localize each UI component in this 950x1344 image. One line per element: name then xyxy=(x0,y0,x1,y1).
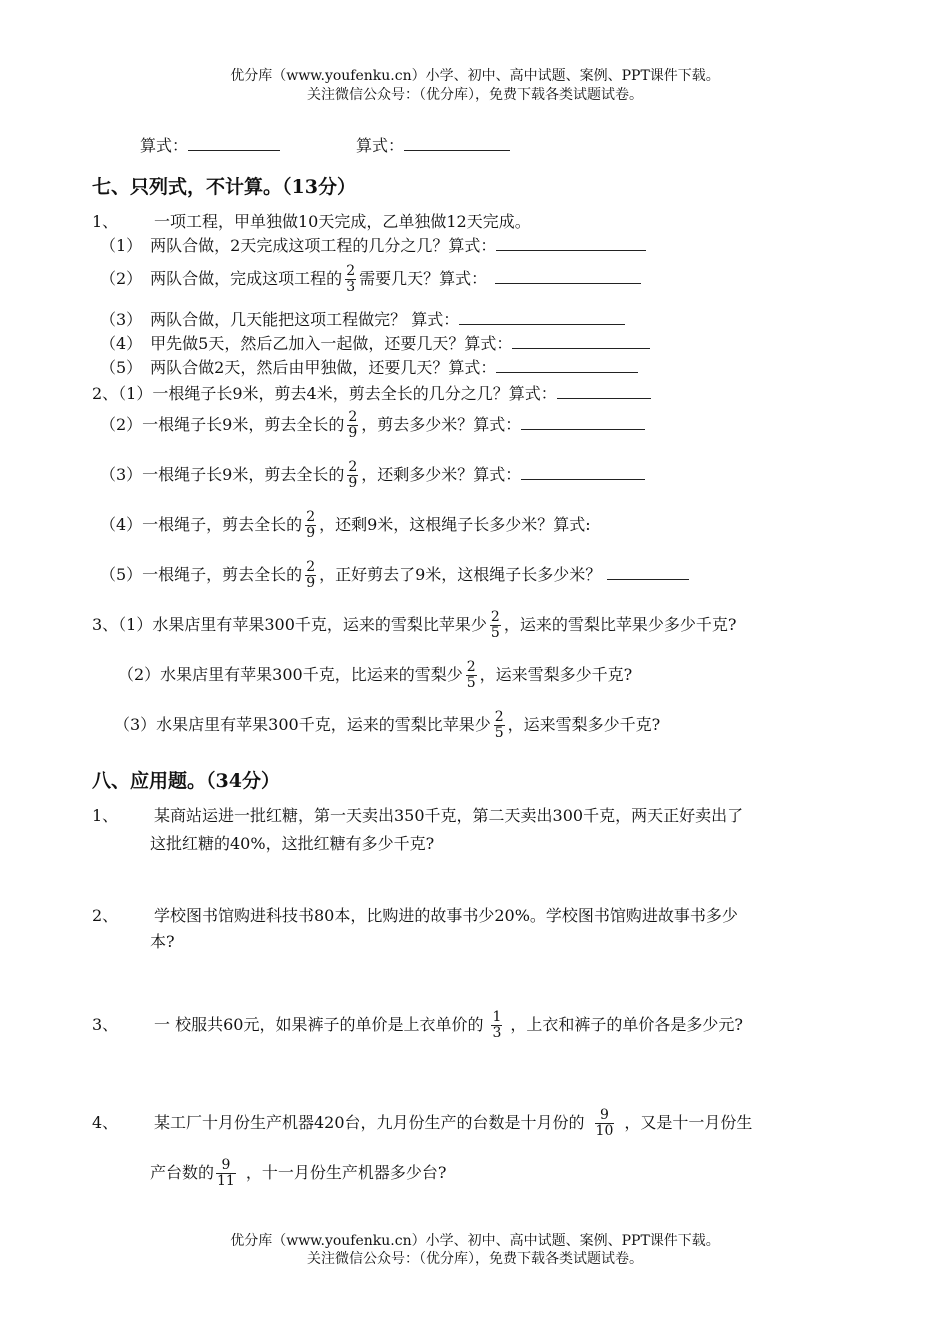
fraction-numerator: 2 xyxy=(346,263,356,279)
fraction-denominator: 5 xyxy=(466,675,476,691)
s7-q1-part2 xyxy=(100,264,641,295)
answer-blank[interactable] xyxy=(188,136,280,151)
s8-q2-line2: 本? xyxy=(150,932,175,951)
fraction xyxy=(595,1108,615,1139)
fraction-denominator: 9 xyxy=(348,425,358,441)
question-text: （4）一根绳子，剪去全长的 xyxy=(100,515,303,534)
question-number: 4、 xyxy=(92,1113,119,1132)
question-text: （3）水果店里有苹果300千克，运来的雪梨比苹果少 xyxy=(114,715,491,734)
fraction-numerator: 2 xyxy=(348,459,358,475)
question-text: （2） 两队合做，完成这项工程的 xyxy=(100,269,343,288)
answer-blank[interactable] xyxy=(557,384,651,399)
fraction-denominator: 10 xyxy=(595,1123,614,1139)
fraction xyxy=(305,510,316,541)
formula-line-b xyxy=(356,136,510,156)
s7-q2-part3 xyxy=(100,460,645,491)
question-text: ，还剩多少米？算式： xyxy=(361,465,522,484)
question-text: 某商站运进一批红糖，第一天卖出350千克，第二天卖出300千克，两天正好卖出了 xyxy=(154,806,744,825)
question-number: 2、 xyxy=(92,906,119,925)
s7-q2-part2 xyxy=(100,410,645,441)
question-text: ，十一月份生产机器多少台? xyxy=(245,1163,447,1182)
section-8-title: 八、应用题。（34分） xyxy=(92,770,280,792)
fraction-numerator: 2 xyxy=(306,559,316,575)
s7-q1-part4 xyxy=(100,334,650,354)
answer-blank[interactable] xyxy=(607,565,689,580)
fraction-numerator: 2 xyxy=(348,409,358,425)
fraction xyxy=(494,710,505,741)
fraction xyxy=(490,610,501,641)
s7-q1-part1 xyxy=(100,236,646,256)
footer-line-2: 关注微信公众号：（优分库），免费下载各类试题试卷。 xyxy=(307,1251,643,1267)
formula-label: 算式： xyxy=(356,136,405,155)
question-text: ，又是十一月份生 xyxy=(624,1113,753,1132)
answer-blank[interactable] xyxy=(512,334,650,349)
s7-q3-part3 xyxy=(114,710,660,741)
question-text: （5）一根绳子，剪去全长的 xyxy=(100,565,303,584)
answer-blank[interactable] xyxy=(496,236,646,251)
question-number: 1、 xyxy=(92,806,119,825)
question-text: 学校图书馆购进科技书80本，比购进的故事书少20%。学校图书馆购进故事书多少 xyxy=(154,906,738,925)
fraction-denominator: 3 xyxy=(492,1025,502,1041)
fraction-numerator: 2 xyxy=(490,609,500,625)
fraction-numerator: 9 xyxy=(600,1107,609,1123)
s7-q2-part4 xyxy=(100,510,591,541)
s7-q2-part5 xyxy=(100,560,689,591)
answer-blank[interactable] xyxy=(496,358,638,373)
fraction-denominator: 9 xyxy=(306,575,316,591)
fraction-denominator: 9 xyxy=(306,525,316,541)
question-text: （2）水果店里有苹果300千克，比运来的雪梨少 xyxy=(118,665,463,684)
fraction xyxy=(491,1010,502,1041)
formula-label: 算式： xyxy=(140,136,189,155)
question-number: 3、 xyxy=(92,1015,119,1034)
question-text: ，上衣和裤子的单价各是多少元? xyxy=(510,1015,743,1034)
answer-blank[interactable] xyxy=(521,415,645,430)
question-text: ，运来的雪梨比苹果少多少千克? xyxy=(503,615,737,634)
fraction xyxy=(466,660,477,691)
fraction-denominator: 5 xyxy=(490,625,500,641)
question-text: 需要几天？算式： xyxy=(359,269,488,288)
fraction xyxy=(345,264,356,295)
question-text: 2、（1）一根绳子长9米，剪去4米，剪去全长的几分之几？算式： xyxy=(92,384,557,403)
question-text: （2）一根绳子长9米，剪去全长的 xyxy=(100,415,345,434)
header-line-1: 优分库（www.youfenku.cn）小学、初中、高中试题、案例、PPT课件下载。 xyxy=(230,68,720,84)
answer-blank[interactable] xyxy=(495,269,641,284)
s7-q2-part1 xyxy=(92,384,651,404)
question-text: ，剪去多少米？算式： xyxy=(361,415,522,434)
s7-q1-stem xyxy=(92,212,531,232)
fraction xyxy=(305,560,316,591)
question-text: 一项工程，甲单独做10天完成，乙单独做12天完成。 xyxy=(154,212,531,231)
fraction-denominator: 5 xyxy=(494,725,504,741)
question-text: （3） 两队合做，几天能把这项工程做完？ 算式： xyxy=(100,310,460,329)
fraction xyxy=(347,460,358,491)
answer-blank[interactable] xyxy=(459,310,625,325)
fraction-numerator: 2 xyxy=(466,659,476,675)
question-text: （5） 两队合做2天，然后由甲独做，还要几天？算式： xyxy=(100,358,497,377)
question-text: （3）一根绳子长9米，剪去全长的 xyxy=(100,465,345,484)
s7-q3-part1 xyxy=(92,610,736,641)
question-text: ，还剩9米，这根绳子长多少米？算式: xyxy=(319,515,591,534)
answer-blank[interactable] xyxy=(521,465,645,480)
fraction xyxy=(347,410,358,441)
question-text: ，正好剪去了9米，这根绳子长多少米？ xyxy=(319,565,602,584)
s7-q1-part5 xyxy=(100,358,638,378)
s7-q3-part2 xyxy=(118,660,632,691)
fraction-denominator: 11 xyxy=(217,1173,235,1189)
question-text: ，运来雪梨多少千克? xyxy=(479,665,633,684)
fraction-numerator: 9 xyxy=(221,1157,231,1173)
answer-blank[interactable] xyxy=(404,136,510,151)
question-text: ，运来雪梨多少千克? xyxy=(507,715,661,734)
section-7-title: 七、只列式，不计算。（13分） xyxy=(92,176,356,198)
s8-q1 xyxy=(92,806,743,826)
s7-q1-part3 xyxy=(100,310,625,330)
footer-line-1: 优分库（www.youfenku.cn）小学、初中、高中试题、案例、PPT课件下载。 xyxy=(230,1233,720,1249)
s8-q4 xyxy=(92,1108,752,1139)
s8-q3 xyxy=(92,1010,743,1041)
fraction-numerator: 2 xyxy=(306,509,316,525)
s8-q2 xyxy=(92,906,738,926)
fraction-numerator: 2 xyxy=(494,709,504,725)
formula-line-a xyxy=(140,136,280,156)
question-number: 1、 xyxy=(92,212,119,231)
question-text: （4） 甲先做5天，然后乙加入一起做，还要几天？算式： xyxy=(100,334,513,353)
question-text: （1） 两队合做，2天完成这项工程的几分之几？算式： xyxy=(100,236,497,255)
fraction xyxy=(216,1158,236,1189)
s8-q1-line2: 这批红糖的40%，这批红糖有多少千克? xyxy=(150,834,435,853)
fraction-denominator: 3 xyxy=(346,279,356,295)
question-text: 产台数的 xyxy=(150,1163,215,1182)
question-text: 一 校服共60元，如果裤子的单价是上衣单价的 xyxy=(154,1015,484,1034)
s8-q4-line2 xyxy=(150,1158,446,1189)
question-text: 3、（1）水果店里有苹果300千克，运来的雪梨比苹果少 xyxy=(92,615,487,634)
fraction-numerator: 1 xyxy=(492,1009,502,1025)
fraction-denominator: 9 xyxy=(348,475,358,491)
question-text: 某工厂十月份生产机器420台，九月份生产的台数是十月份的 xyxy=(154,1113,585,1132)
header-line-2: 关注微信公众号：（优分库），免费下载各类试题试卷。 xyxy=(307,87,643,103)
